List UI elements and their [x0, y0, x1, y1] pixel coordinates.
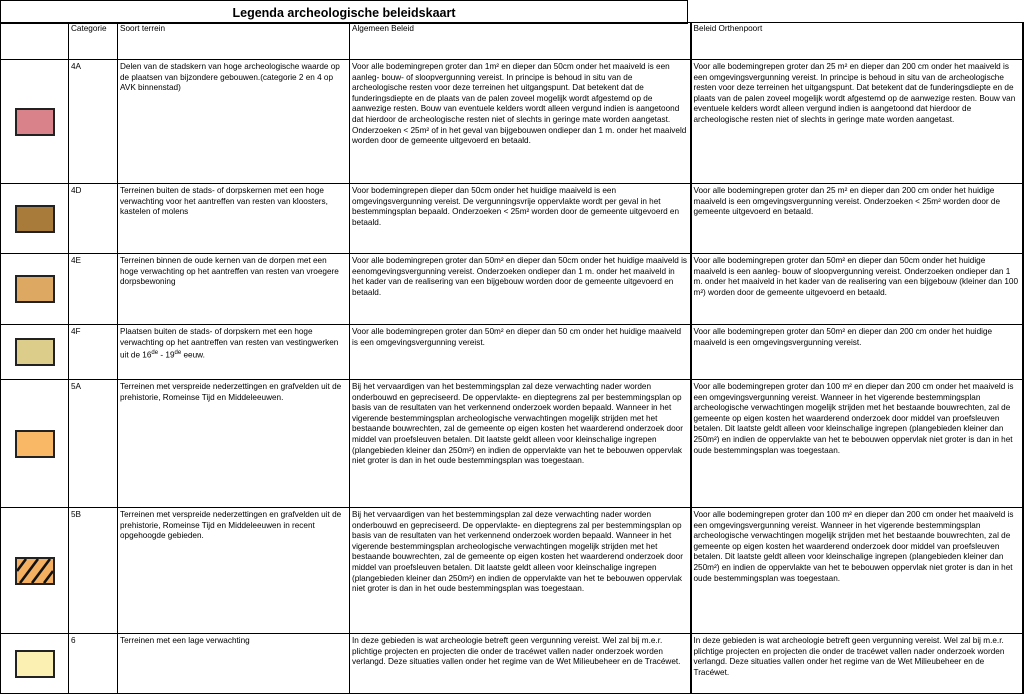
category-code: 5A — [69, 380, 118, 508]
table-row — [1, 184, 1023, 254]
table-row — [1, 634, 1023, 694]
category-code: 5B — [69, 508, 118, 634]
soort-terrein-text: Terreinen buiten de stads- of dorpskernen met een hoge verwachting voor het aantreffen van resten van kloosters, kastelen of molens — [118, 184, 350, 254]
algemeen-beleid-text: In deze gebieden is wat archeologie betreft geen vergunning vereist. Wel zal bij m.e.r. plichtige projecten en projecten die onder de tracéwet vallen nader onderzoek worden verlangd. Deze situaties vallen onder het regime van de Wet Milieubeheer en de Tracéwet. — [350, 634, 691, 694]
swatch-4d — [15, 205, 55, 233]
category-code: 4E — [69, 254, 118, 325]
swatch-cell — [1, 380, 69, 508]
header-row — [1, 23, 1023, 60]
hatch-pattern-icon — [17, 559, 53, 583]
orthenpoort-beleid-text: Voor alle bodemingrepen groter dan 50m² en dieper dan 200 cm onder het huidige maaiveld is een omgevingsvergunning vereist. — [691, 325, 1023, 380]
soort-terrein-text: Terreinen binnen de oude kernen van de dorpen met een hoge verwachting op het aantreffen van resten van vroegere dorpsbewoning — [118, 254, 350, 325]
header-categorie: Categorie — [69, 23, 118, 60]
soort-terrein-text: Plaatsen buiten de stads- of dorpskern met een hoge verwachting op het aantreffen van resten van vestingwerken uit de 16de - 19de eeuw. — [118, 325, 350, 380]
swatch-4f — [15, 338, 55, 366]
orthenpoort-beleid-text: Voor alle bodemingrepen groter dan 100 m² en dieper dan 200 cm onder het maaiveld is een omgevingsvergunning vereist. Wanneer in het vigerende bestemmingsplan archeologische verwachtingen mogelijk strijden met het bestaande bouwrechten, zal de gemeente op eigen kosten het waarderend onderzoek door middel van proefsleuven betalen. Dit laatste geldt alleen voor kleinschalige ingrepen (plangebieden kleiner dan 250m²) en indien de oppervlakte van het te bebouwen oppervlak niet groter is dan in het oude bestemmingsplan was toegestaan. — [691, 380, 1023, 508]
header-algemeen-beleid: Algemeen Beleid — [350, 23, 691, 60]
swatch-cell — [1, 254, 69, 325]
legend-table — [0, 22, 1024, 694]
swatch-cell — [1, 60, 69, 184]
algemeen-beleid-text: Voor alle bodemingrepen groter dan 50m² en dieper dan 50cm onder het huidige maaiveld is eenomgevingsvergunning vereist. Onderzoeken ondieper dan 1 m. onder het maaiveld in het kader van de realisering van een bijgebouw worden door de gemeente uitgevoerd en betaald. — [350, 254, 691, 325]
category-code: 4D — [69, 184, 118, 254]
swatch-cell — [1, 325, 69, 380]
header-beleid-orthenpoort: Beleid Orthenpoort — [691, 23, 1023, 60]
table-row — [1, 254, 1023, 325]
algemeen-beleid-text: Voor bodemingrepen dieper dan 50cm onder het huidige maaiveld is een omgevingsvergunning vereist. De vergunningsvrije oppervlakte wordt per geval in het bestemmingsplan bepaald. Onderzoeken < 25m² worden door de gemeente uitgevoerd en betaald. — [350, 184, 691, 254]
soort-terrein-text: Terreinen met verspreide nederzettingen en grafvelden uit de prehistorie, Romeinse Tijd en Middeleeuwen in recent opgehoogde gebieden. — [118, 508, 350, 634]
table-row — [1, 380, 1023, 508]
swatch-5b-hatched — [15, 557, 55, 585]
orthenpoort-beleid-text: Voor alle bodemingrepen groter dan 50m² en dieper dan 50cm onder het huidige maaiveld is een aanleg- bouw of sloopvergunning vereist. Onderzoeken ondieper dan 1 m. onder het maaiveld in het kader van de realisering van een bijgebouw (kleiner dan 100 m²) worden door de gemeente uitgevoerd en betaald. — [691, 254, 1023, 325]
header-soort-terrein: Soort terrein — [118, 23, 350, 60]
category-code: 6 — [69, 634, 118, 694]
table-row — [1, 508, 1023, 634]
orthenpoort-beleid-text: Voor alle bodemingrepen groter dan 25 m² en dieper dan 200 cm onder het huidige maaiveld is een omgevingsvergunning vereist. Onderzoeken < 25m² worden door de gemeente uitgevoerd en betaald. — [691, 184, 1023, 254]
soort-terrein-text: Terreinen met een lage verwachting — [118, 634, 350, 694]
page-title: Legenda archeologische beleidskaart — [0, 0, 688, 24]
swatch-cell — [1, 634, 69, 694]
algemeen-beleid-text: Bij het vervaardigen van het bestemmingsplan zal deze verwachting nader worden onderbouwd en gepreciseerd. De oppervlakte- en dieptegrens zal per bestemmingsplan op basis van de resultaten van het verkennend onderzoek worden bepaald. Wanneer in het vigerende bestemmingsplan archeologische verwachtingen mogelijk strijden met het bestaande bouwrechten, zal de gemeente op eigen kosten het waarderend onderzoek door middel van proefsleuven betalen. Dit laatste geldt alleen voor kleinschalige ingrepen (plangebieden kleiner dan 250m²) en indien de oppervlakte van het te bebouwen oppervlak niet groter is dan in het oude bestemmingsplan was toegestaan. — [350, 380, 691, 508]
swatch-6 — [15, 650, 55, 678]
algemeen-beleid-text: Voor alle bodemingrepen groter dan 1m² en dieper dan 50cm onder het maaiveld is een aanleg- bouw- of sloopvergunning vereist. In principe is behoud in situ van de archeologische resten voor deze terreinen het uitgangspunt. Dat betekent dat de funderingsdiepte en de plaats van de palen zoveel mogelijk wordt afgestemd op de aanwezige resten. Bouw van eventuele kelders wordt alleen vergund indien is aangetoond dat hierdoor de archeologische resten niet of slechts in geringe mate worden aangetast. Onderzoeken < 25m² of in het geval van bijgebouwen ondieper dan 1 m. onder het maaiveld worden door de gemeente uitgevoerd en betaald. — [350, 60, 691, 184]
orthenpoort-beleid-text: Voor alle bodemingrepen groter dan 25 m² en dieper dan 200 cm onder het maaiveld is een omgevingsvergunning vereist. In principe is behoud in situ van de archeologische resten voor deze terreinen het uitgangspunt. Dat betekent dat de funderingsdiepte en de plaats van de palen zoveel mogelijk wordt afgestemd op de aanwezige resten. Bouw van eventuele kelders wordt alleen vergund indien is aangetoond dat hierdoor de archeologische resten niet of slechts in geringe mate worden aangetast. — [691, 60, 1023, 184]
algemeen-beleid-text: Bij het vervaardigen van het bestemmingsplan zal deze verwachting nader worden onderbouwd en gepreciseerd. De oppervlakte- en dieptegrens zal per bestemmingsplan op basis van de resultaten van het verkennend onderzoek worden bepaald. Wanneer in het vigerende bestemmingsplan archeologische verwachtingen mogelijk strijden met het bestaande bouwrechten, zal de gemeente op eigen kosten het waarderend onderzoek door middel van proefsleuven betalen. Dit laatste geldt alleen voor kleinschalige ingrepen (plangebieden kleiner dan 250m²) en indien de oppervlakte van het te bebouwen oppervlak niet groter is dan in het oude bestemmingsplan was toegestaan. — [350, 508, 691, 634]
swatch-5a — [15, 430, 55, 458]
swatch-4a — [15, 108, 55, 136]
swatch-cell — [1, 184, 69, 254]
orthenpoort-beleid-text: Voor alle bodemingrepen groter dan 100 m² en dieper dan 200 cm onder het maaiveld is een omgevingsvergunning vereist. Wanneer in het vigerende bestemmingsplan archeologische verwachtingen mogelijk strijden met het bestaande bouwrechten, zal de gemeente op eigen kosten het waarderend onderzoek door middel van proefsleuven betalen. Dit laatste geldt alleen voor kleinschalige ingrepen (plangebieden kleiner dan 250m²) en indien de oppervlakte van het te bebouwen oppervlak niet groter is dan in het oude bestemmingsplan was toegestaan. — [691, 508, 1023, 634]
swatch-cell — [1, 508, 69, 634]
category-code: 4A — [69, 60, 118, 184]
algemeen-beleid-text: Voor alle bodemingrepen groter dan 50m² en dieper dan 50 cm onder het huidige maaiveld is een omgevingsvergunning vereist. — [350, 325, 691, 380]
orthenpoort-beleid-text: In deze gebieden is wat archeologie betreft geen vergunning vereist. Wel zal bij m.e.r. plichtige projecten en projecten die onder de tracéwet vallen nader onderzoek worden verlangd. Deze situaties vallen onder het regime van de Wet Milieubeheer en de Tracéwet. — [691, 634, 1023, 694]
soort-terrein-text: Delen van de stadskern van hoge archeologische waarde op de plaatsen van bijzondere gebouwen.(categorie 2 en 4 op AVK binnenstad) — [118, 60, 350, 184]
table-row — [1, 60, 1023, 184]
soort-terrein-text: Terreinen met verspreide nederzettingen en grafvelden uit de prehistorie, Romeinse Tijd en Middeleeuwen. — [118, 380, 350, 508]
header-swatch-cell — [1, 23, 69, 60]
swatch-4e — [15, 275, 55, 303]
category-code: 4F — [69, 325, 118, 380]
table-row — [1, 325, 1023, 380]
